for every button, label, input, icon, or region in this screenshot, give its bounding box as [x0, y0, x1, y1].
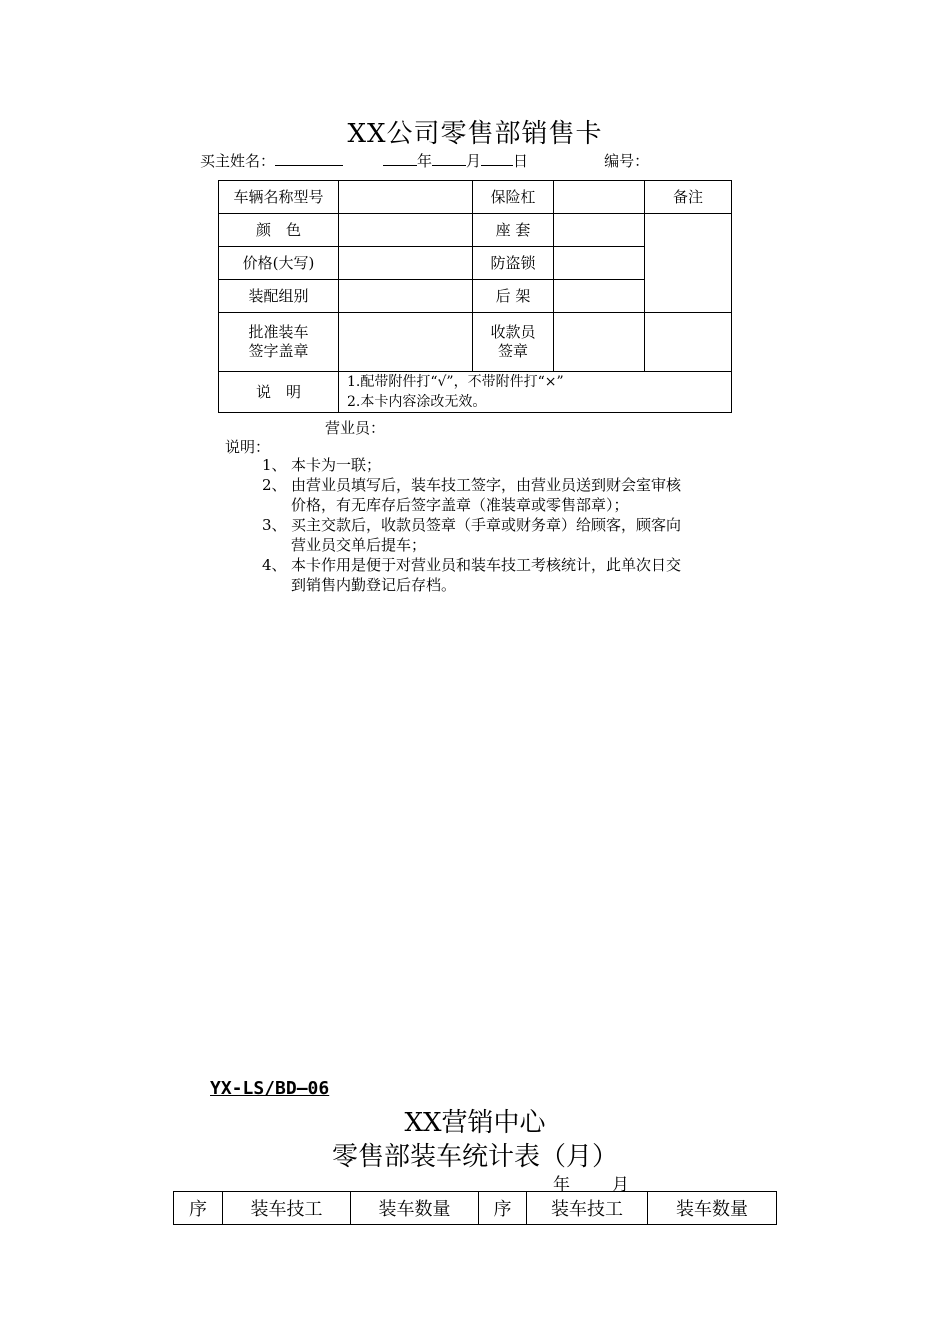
- header-seq: 序: [174, 1192, 223, 1225]
- anti-theft-label: 防盗锁: [473, 247, 554, 280]
- approve-label: 批准装车 签字盖章: [219, 313, 339, 372]
- header-quantity: 装车数量: [351, 1192, 479, 1225]
- cashier-cell[interactable]: [554, 313, 645, 372]
- buyer-info-line: [200, 150, 649, 171]
- notes-title: 说明：: [225, 438, 271, 456]
- assembly-group-cell[interactable]: [339, 280, 473, 313]
- month-blank[interactable]: [432, 151, 466, 166]
- month-label: 月: [466, 152, 482, 170]
- remarks-label: 备注: [645, 181, 732, 214]
- day-blank[interactable]: [481, 151, 513, 166]
- sales-card-table: [218, 180, 732, 413]
- vehicle-model-label: 车辆名称型号: [219, 181, 339, 214]
- color-cell[interactable]: [339, 214, 473, 247]
- vehicle-model-cell[interactable]: [339, 181, 473, 214]
- buyer-name-blank[interactable]: [275, 151, 343, 166]
- sales-rep-label: 营业员：: [325, 419, 386, 437]
- day-label: 日: [513, 152, 529, 170]
- rear-rack-label: 后 架: [473, 280, 554, 313]
- stats-table: [173, 1191, 777, 1225]
- header-quantity: 装车数量: [648, 1192, 777, 1225]
- card-title: XX公司零售部销售卡: [347, 119, 603, 149]
- buyer-name-label: 买主姓名：: [200, 152, 276, 170]
- stats-date: 年 月: [553, 1175, 629, 1195]
- bumper-cell[interactable]: [554, 181, 645, 214]
- bumper-label: 保险杠: [473, 181, 554, 214]
- color-label: 颜 色: [219, 214, 339, 247]
- seat-cover-label: 座 套: [473, 214, 554, 247]
- price-cell[interactable]: [339, 247, 473, 280]
- cashier-label: 收款员 签章: [473, 313, 554, 372]
- extra-cell[interactable]: [645, 313, 732, 372]
- stats-subtitle: 零售部装车统计表（月）: [331, 1142, 618, 1172]
- approve-cell[interactable]: [339, 313, 473, 372]
- year-blank[interactable]: [383, 151, 417, 166]
- year-label: 年: [417, 152, 433, 170]
- header-technician: 装车技工: [527, 1192, 648, 1225]
- price-label: 价格(大写): [219, 247, 339, 280]
- remarks-cell[interactable]: [645, 214, 732, 313]
- header-technician: 装车技工: [223, 1192, 351, 1225]
- anti-theft-cell[interactable]: [554, 247, 645, 280]
- stats-title: XX营销中心: [404, 1108, 546, 1138]
- explain-label: 说 明: [219, 372, 339, 413]
- assembly-group-label: 装配组别: [219, 280, 339, 313]
- form-code: YX-LS/BD—06: [210, 1078, 330, 1099]
- rear-rack-cell[interactable]: [554, 280, 645, 313]
- seat-cover-cell[interactable]: [554, 214, 645, 247]
- explain-text: 1.配带附件打“√”，不带附件打“×” 2.本卡内容涂改无效。: [339, 372, 732, 413]
- header-seq: 序: [479, 1192, 527, 1225]
- number-label: 编号：: [604, 152, 650, 170]
